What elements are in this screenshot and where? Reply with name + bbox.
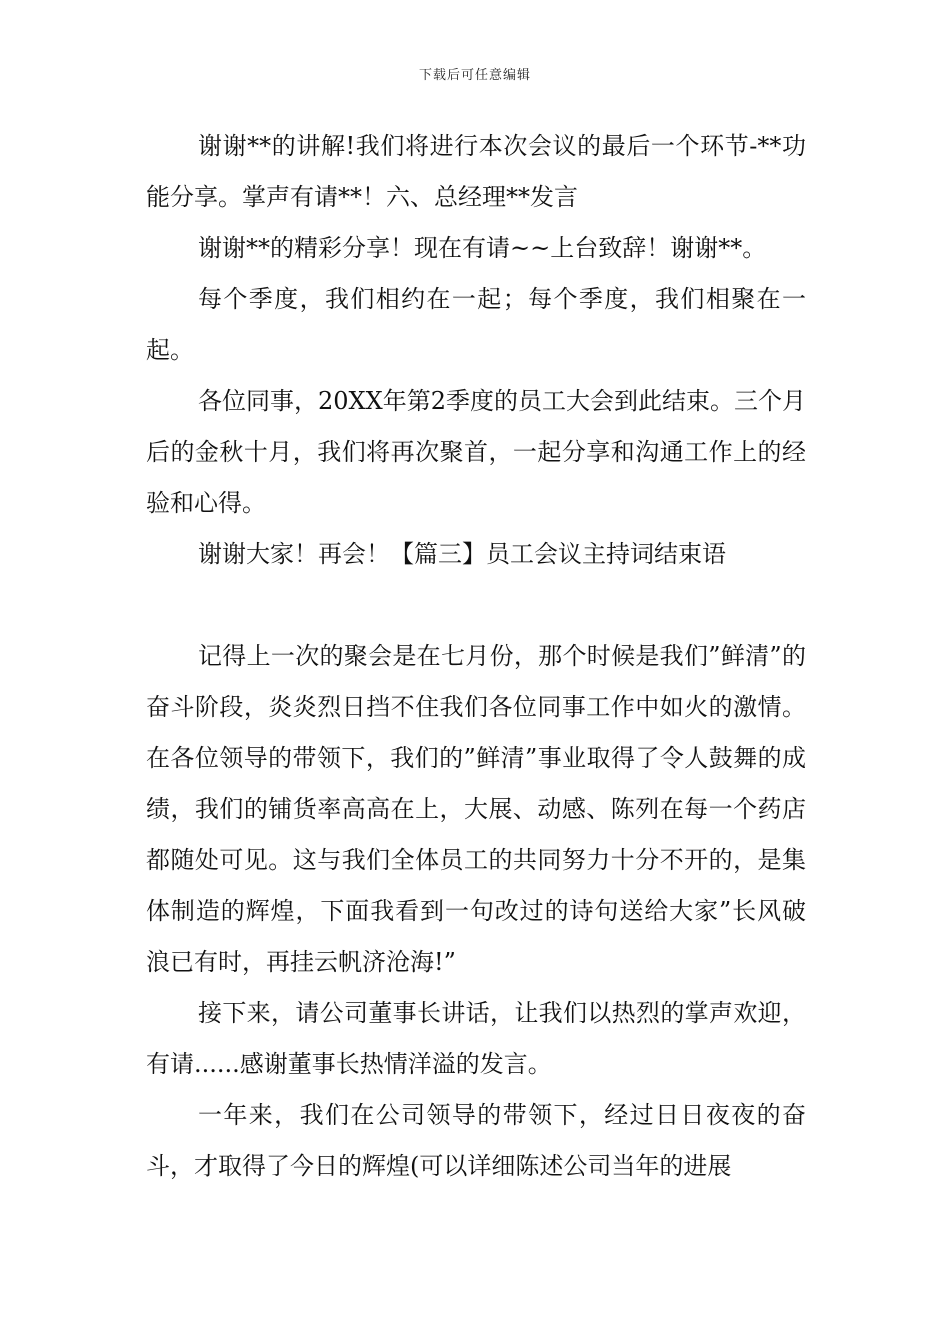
paragraph: 各位同事，20XX年第2季度的员工大会到此结束。三个月后的金秋十月，我们将再次聚首，一起分享和沟通工作上的经验和心得。 bbox=[146, 387, 806, 517]
paragraph: 谢谢**的精彩分享！现在有请~~上台致辞！谢谢**。 bbox=[198, 234, 767, 262]
page-header-note: 下载后可任意编辑 bbox=[418, 68, 531, 83]
blank-line bbox=[146, 580, 806, 631]
paragraph: 谢谢**的讲解!我们将进行本次会议的最后一个环节-**功能分享。掌声有请**！六、总经理**发言 bbox=[146, 132, 806, 211]
paragraph: 接下来，请公司董事长讲话，让我们以热烈的掌声欢迎，有请......感谢董事长热情洋溢的发言。 bbox=[146, 999, 806, 1078]
paragraph: 一年来，我们在公司领导的带领下，经过日日夜夜的奋斗，才取得了今日的辉煌(可以详细陈述公司当年的进展 bbox=[146, 1101, 806, 1180]
paragraph: 记得上一次的聚会是在七月份，那个时候是我们”鲜清”的奋斗阶段，炎炎烈日挡不住我们各位同事工作中如火的激情。在各位领导的带领下，我们的”鲜清”事业取得了令人鼓舞的成绩，我们的铺货率高高在上，大展、动感、陈列在每一个药店都随处可见。这与我们全体员工的共同努力十分不开的，是集体制造的辉煌，下面我看到一句改过的诗句送给大家”长风破浪已有时，再挂云帆济沧海!” bbox=[146, 642, 806, 976]
section-heading-paragraph: 谢谢大家！再会！【篇三】员工会议主持词结束语 bbox=[198, 540, 726, 568]
document-body bbox=[146, 121, 806, 1192]
paragraph: 每个季度，我们相约在一起；每个季度，我们相聚在一起。 bbox=[146, 285, 806, 364]
